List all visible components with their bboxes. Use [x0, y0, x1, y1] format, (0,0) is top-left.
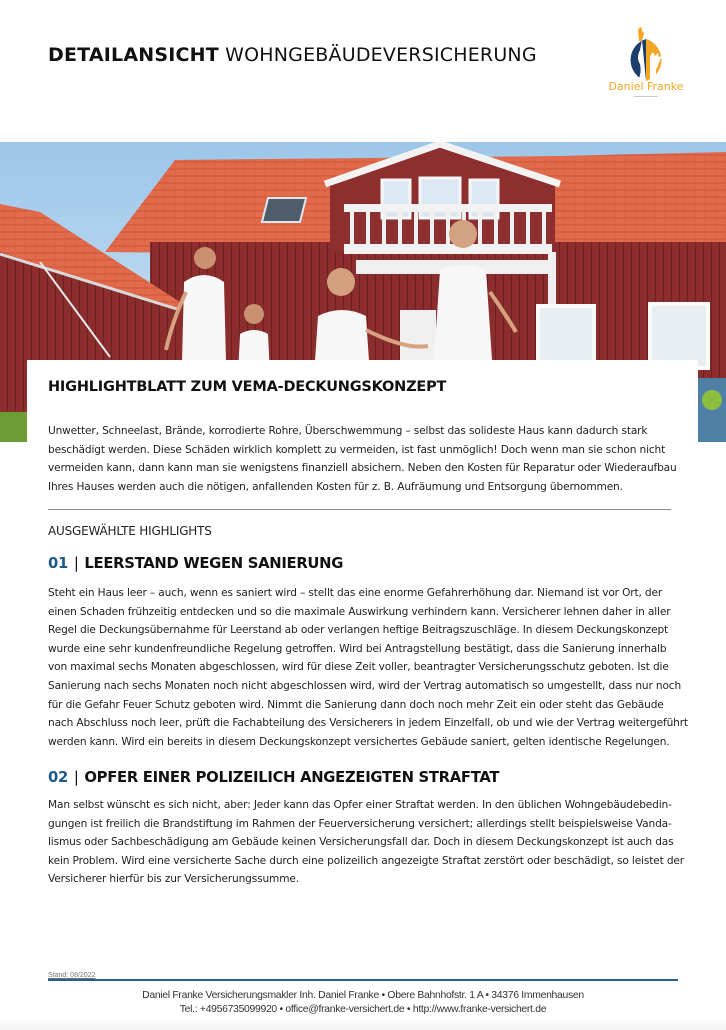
company-logo	[604, 26, 688, 106]
page-title	[48, 44, 537, 66]
heading-separator: |	[73, 769, 79, 786]
paragraph-line: werden kann. Wird ein bereits in diesem Deckungskonzept versichertes Gebäude saniert, gelten identische Regelungen.	[48, 735, 670, 748]
paragraph-line: einen Schaden frühzeitig entdecken und so die maximale Auswirkung verhindern kann. Versicherer lehnen daher in aller	[48, 605, 671, 618]
highlight-number: 02	[48, 769, 68, 786]
highlight-title: LEERSTAND WEGEN SANIERUNG	[84, 555, 344, 572]
highlight-paragraph-02	[48, 796, 698, 889]
highlights-label: AUSGEWÄHLTE HIGHLIGHTS	[48, 524, 212, 538]
intro-line: beschädigt werden. Diese Schäden wirklich komplett zu vermeiden, ist fast unmöglich! Doch wenn man sie schon nicht	[48, 443, 666, 456]
section-divider	[48, 509, 671, 510]
page-title-rest: WOHNGEBÄUDEVERSICHERUNG	[225, 44, 537, 66]
highlight-title: OPFER EINER POLIZEILICH ANGEZEIGTEN STRAFTAT	[84, 769, 500, 786]
paragraph-line: Sanierung nach sechs Monaten noch nicht abgeschlossen wird, wird der Vertrag automatisch so umgestellt, dass nur noch	[48, 679, 682, 692]
paragraph-line: Versicherer hierfür bis zur Versicherungssumme.	[48, 873, 299, 886]
paragraph-line: für die Gefahr Feuer Schutz geboten wird. Nimmt die Sanierung dann doch noch mehr Zeit ein oder steht das Gebäude	[48, 698, 664, 711]
paragraph-line: wurde eine sehr kundenfreundliche Regelung getroffen. Wird bei Antragstellung bestätigt, dass die Sanierung innerhalb	[48, 642, 667, 655]
footer-address: Daniel Franke Versicherungsmakler Inh. Daniel Franke • Obere Bahnhofstr. 1 A • 34376 Immenhausen	[142, 990, 584, 1001]
intro-line: Ihres Hauses werden auch die nötigen, anfallenden Kosten für z. B. Aufräumung und Entsorgung übernommen.	[48, 480, 623, 493]
paragraph-line: Steht ein Haus leer – auch, wenn es saniert wird – stellt das eine enorme Gefahrerhöhung dar. Niemand ist vor Ort, der	[48, 587, 663, 599]
statue-of-liberty-logo-icon	[604, 26, 688, 82]
card-title: HIGHLIGHTBLATT ZUM VEMA-DECKUNGSKONZEPT	[48, 379, 447, 395]
paragraph-line: nach Abschluss noch leer, prüft die Fachabteilung des Versicherers in jedem Einzelfall, ob und wie der Vertrag weitergeführt	[48, 717, 688, 730]
paragraph-line: Regel die Deckungsübernahme für Leerstand ab oder verlangen heftige Beitragszuschläge. In diesem Deckungskonzept	[48, 624, 669, 637]
paragraph-line: von maximal sechs Monaten abgeschlossen, wird für diese Zeit voller, beantragter Versicherungsschutz geboten. Ist die	[48, 661, 669, 674]
heading-separator: |	[73, 555, 79, 572]
page-bottom-edge	[0, 1018, 726, 1030]
highlight-heading-01	[48, 555, 343, 572]
footer-stand-date: Stand: 08/2022	[48, 972, 96, 979]
logo-underline	[634, 96, 658, 97]
highlight-paragraph-01	[48, 584, 698, 751]
intro-line: Unwetter, Schneelast, Brände, korrodierte Rohre, Überschwemmung – selbst das solideste Haus kann dadurch stark	[48, 425, 648, 437]
highlight-heading-02	[48, 769, 499, 786]
footer-rule	[48, 979, 678, 981]
paragraph-line: Man selbst wünscht es sich nicht, aber: Jeder kann das Opfer einer Straftat werden. In den üblichen Wohngebäudebedin-	[48, 799, 672, 811]
intro-paragraph	[48, 422, 688, 496]
logo-text: Daniel Franke	[608, 80, 684, 93]
page-title-bold: DETAILANSICHT	[48, 44, 219, 66]
intro-line: vermeiden kann, dann kann man sie wenigstens finanziell absichern. Neben den Kosten für Reparatur oder Wiederaufbau	[48, 462, 677, 475]
paragraph-line: kein Problem. Wird eine versicherte Sache durch eine polizeilich angezeigte Straftat zerstört oder beschädigt, so leistet der	[48, 854, 684, 867]
paragraph-line: lismus oder Sachbeschädigung am Gebäude keinen Versicherungsfall dar. Doch in diesem Deckungskonzept ist auch das	[48, 836, 674, 849]
paragraph-line: gungen ist freilich die Brandstiftung im Rahmen der Feuerversicherung versichert; allerdings stellt beispielsweise Vanda-	[48, 817, 672, 830]
highlight-number: 01	[48, 555, 68, 572]
footer-contact: Tel.: +4956735099920 • office@franke-versichert.de • http://www.franke-versichert.de	[179, 1004, 547, 1015]
